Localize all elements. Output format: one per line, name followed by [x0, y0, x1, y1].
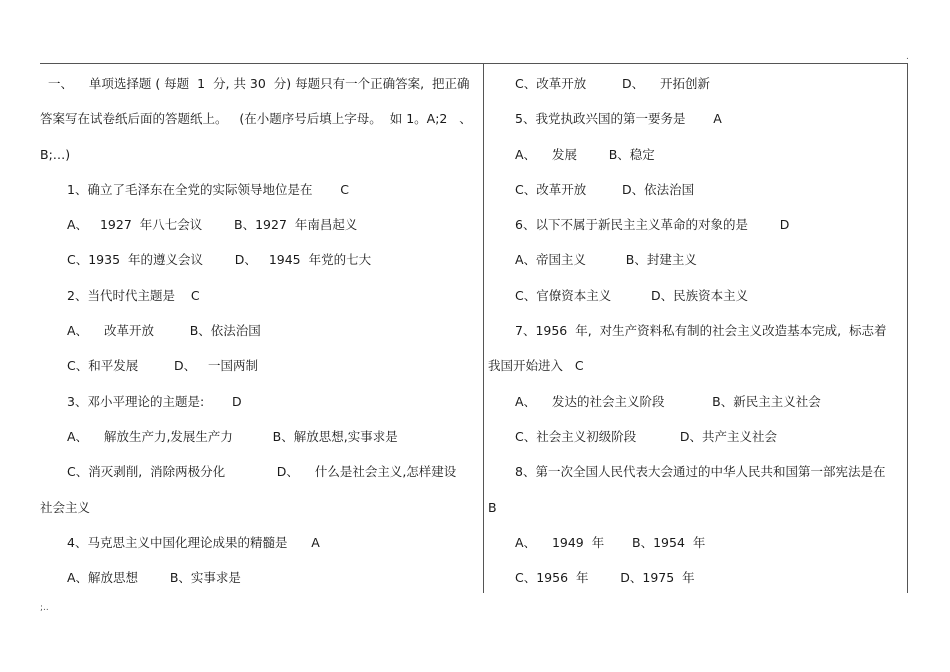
question-line: 社会主义: [40, 499, 91, 515]
question-line: C、官僚资本主义 D、民族资本主义: [515, 287, 749, 303]
question-line: C、1935 年的遵义会议 D、 1945 年党的七大: [67, 252, 372, 268]
question-line: C、和平发展 D、 一国两制: [67, 358, 259, 374]
question-line: A、解放思想 B、实事求是: [67, 570, 241, 586]
question-line: 我国开始进入 C: [488, 358, 584, 374]
question-line: C、社会主义初级阶段 D、共产主义社会: [515, 428, 778, 444]
question-line: C、1956 年 D、1975 年: [515, 570, 695, 586]
question-line: C、消灭剥削, 消除两极分化 D、 什么是社会主义,怎样建设: [67, 464, 457, 480]
right-border: [907, 63, 908, 593]
question-line: A、 改革开放 B、依法治国: [67, 323, 261, 339]
question-line: A、 发展 B、稳定: [515, 146, 655, 162]
question-line: 8、第一次全国人民代表大会通过的中华人民共和国第一部宪法是在: [515, 464, 886, 480]
question-line: 7、1956 年, 对生产资料私有制的社会主义改造基本完成, 标志着: [515, 323, 887, 339]
question-line: C、改革开放 D、 开拓创新: [515, 76, 711, 91]
right-column: [488, 66, 900, 595]
question-line: B;…): [40, 146, 71, 162]
corner-mark-top: .: [906, 52, 909, 62]
question-line: A、 1949 年 B、1954 年: [515, 534, 706, 550]
question-line: 5、我党执政兴国的第一要务是 A: [515, 111, 722, 127]
column-divider: [483, 63, 484, 593]
question-line: 2、当代时代主题是 C: [67, 287, 200, 303]
question-line: A、 解放生产力,发展生产力 B、解放思想,实事求是: [67, 428, 398, 444]
left-column: [40, 66, 470, 595]
question-line: B: [488, 499, 497, 515]
question-line: 6、以下不属于新民主主义革命的对象的是 D: [515, 217, 790, 233]
question-line: A、 1927 年八七会议 B、1927 年南昌起义: [67, 217, 358, 233]
question-line: 4、马克思主义中国化理论成果的精髓是 A: [67, 534, 320, 550]
question-line: 1、确立了毛泽东在全党的实际领导地位是在 C: [67, 181, 349, 197]
question-line: 答案写在试卷纸后面的答题纸上。 (在小题序号后填上字母。 如 1。A;2 、: [40, 111, 472, 127]
question-line: A、 发达的社会主义阶段 B、新民主主义社会: [515, 393, 821, 409]
header-rule: [40, 63, 908, 64]
corner-mark-bottom: ;..: [40, 603, 49, 613]
question-line: A、帝国主义 B、封建主义: [515, 252, 697, 268]
question-line: 一、 单项选择题 ( 每题 1 分, 共 30 分) 每题只有一个正确答案, 把正确: [40, 76, 470, 91]
question-line: 3、邓小平理论的主题是: D: [67, 393, 242, 409]
question-line: C、改革开放 D、依法治国: [515, 181, 695, 197]
